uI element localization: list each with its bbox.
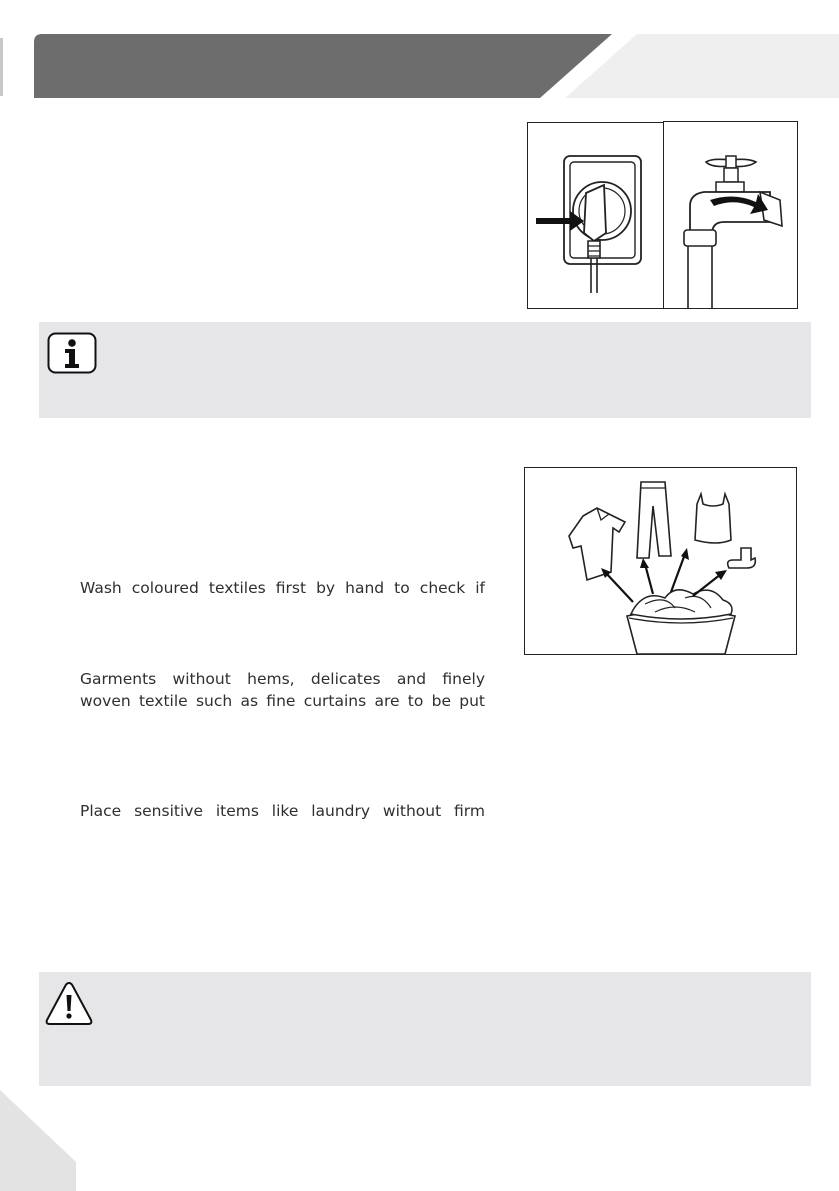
header-banner-tab	[565, 34, 839, 98]
warning-icon	[44, 980, 94, 1028]
plug-socket-illustration	[528, 123, 663, 308]
paragraph-sensitive-items: Place sensitive items like laundry without firm	[80, 802, 485, 820]
info-icon	[47, 332, 97, 374]
water-tap-illustration	[664, 122, 797, 308]
tap-figure	[663, 121, 798, 309]
plug-figure	[527, 122, 664, 309]
laundry-basket-illustration	[525, 468, 796, 654]
paragraph-garments-line-1: Garments without hems, delicates and finely	[80, 670, 485, 688]
header-banner	[34, 34, 612, 98]
page-edge-mark	[0, 38, 3, 96]
page-corner-tab	[0, 1090, 76, 1191]
info-panel	[39, 322, 811, 418]
laundry-figure	[524, 467, 797, 655]
warning-panel	[39, 972, 811, 1086]
paragraph-coloured-textiles: Wash coloured textiles first by hand to check if	[80, 579, 485, 597]
paragraph-garments-line-2: woven textile such as fine curtains are to be put	[80, 692, 485, 710]
